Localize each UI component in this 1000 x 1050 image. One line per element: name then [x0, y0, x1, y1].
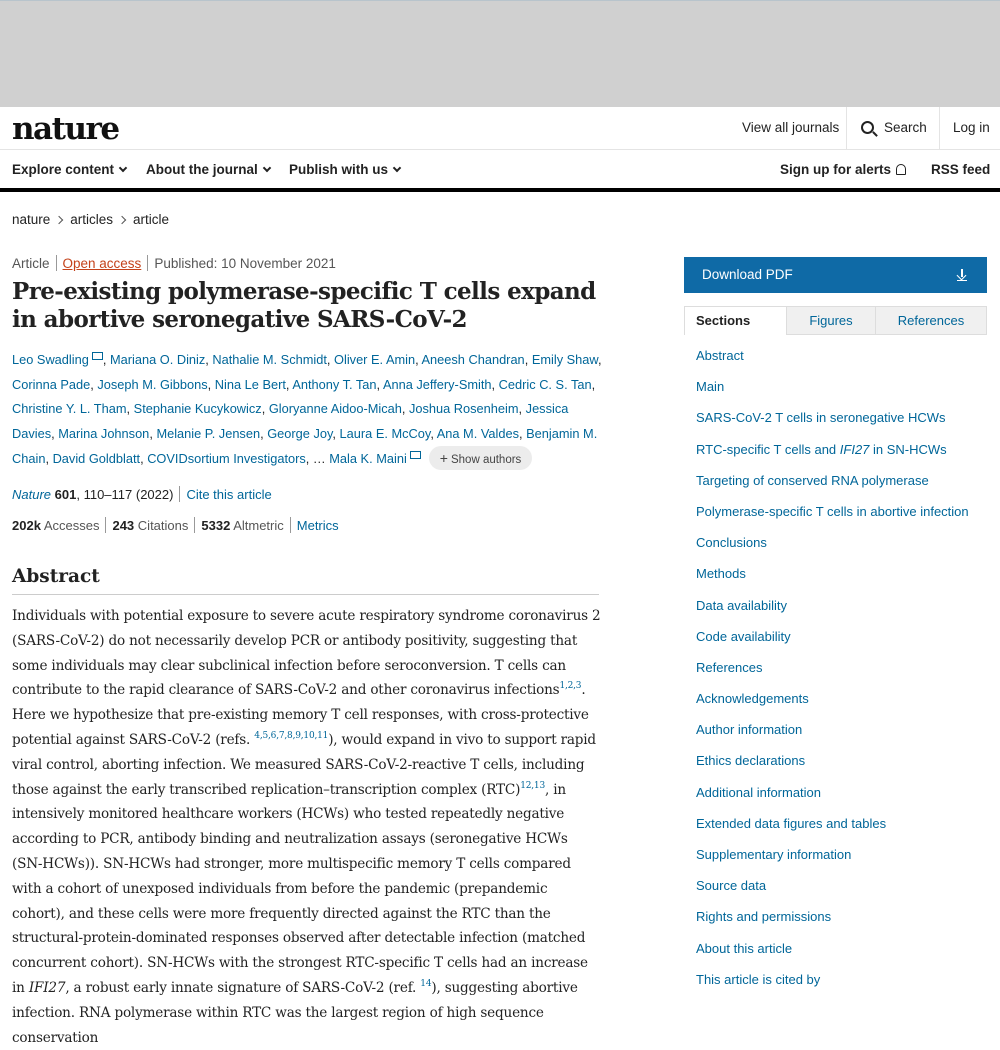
divider [194, 517, 195, 533]
divider [147, 255, 148, 271]
show-authors-button[interactable] [429, 446, 533, 470]
author-link[interactable]: David Goldblatt [52, 451, 141, 467]
about-journal-menu[interactable] [146, 150, 270, 190]
journal-link[interactable]: Nature [12, 487, 52, 502]
section-link-methods[interactable]: Methods [696, 566, 746, 582]
chevron-down-icon [263, 164, 271, 172]
alerts-label: Sign up for alerts [780, 162, 892, 177]
rss-feed-link[interactable]: RSS feed [931, 162, 991, 177]
author-link[interactable]: Corinna Pade [12, 376, 91, 392]
search-icon [861, 121, 874, 134]
divider [179, 486, 180, 502]
open-access-link[interactable]: Open access [62, 256, 142, 271]
accesses-label: Accesses [43, 518, 100, 533]
citations-count: 243 [112, 518, 135, 533]
sidebar-tabs [684, 306, 987, 335]
author-link[interactable]: Benjamin M. Chain [12, 425, 598, 467]
section-link-main[interactable]: Main [696, 379, 725, 395]
author-link[interactable]: Laura E. McCoy [339, 425, 431, 441]
header-divider [846, 107, 847, 150]
header-divider [939, 107, 940, 150]
gene-name: IFI27 [28, 979, 66, 996]
section-link-conclusions[interactable]: Conclusions [696, 535, 767, 551]
breadcrumb-nature[interactable]: nature [12, 212, 51, 227]
citations-label: Citations [137, 518, 189, 533]
author-link[interactable]: Cedric C. S. Tan [498, 376, 592, 392]
explore-content-menu[interactable] [12, 150, 126, 190]
section-link-text: RTC-specific T cells and [696, 441, 840, 457]
author-link[interactable]: Joshua Rosenheim [408, 401, 519, 417]
divider [56, 255, 57, 271]
author-ellipsis: … [312, 451, 326, 467]
author-link[interactable]: Stephanie Kucykowicz [133, 401, 262, 417]
divider [290, 517, 291, 533]
published-date: Published: 10 November 2021 [154, 256, 336, 271]
download-icon [957, 269, 967, 281]
download-pdf-label: Download PDF [702, 267, 793, 282]
section-link-source-data[interactable]: Source data [696, 878, 767, 894]
altmetric-label: Altmetric [233, 518, 284, 533]
metrics-link[interactable]: Metrics [296, 518, 339, 533]
section-link-additional-information[interactable]: Additional information [696, 784, 822, 800]
author-link[interactable]: Anna Jeffery-Smith [382, 376, 492, 392]
view-all-journals-link[interactable]: View all journals [742, 120, 840, 135]
article-title: Pre-existing polymerase-specific T cells expand in abortive seronegative SARS-CoV-2 [12, 278, 596, 333]
breadcrumb-articles[interactable]: articles [70, 212, 114, 227]
author-link[interactable]: Leo Swadling [12, 352, 89, 367]
citation-line [12, 486, 272, 504]
section-link-supplementary[interactable]: Supplementary information [696, 847, 852, 862]
chevron-down-icon [119, 164, 127, 172]
author-link[interactable]: Melanie P. Jensen [156, 425, 261, 441]
plus-icon: + [439, 450, 448, 467]
section-link-extended-data[interactable]: Extended data figures and tables [696, 815, 887, 831]
breadcrumb [12, 210, 169, 230]
section-link-data-availability[interactable]: Data availability [696, 597, 788, 613]
reference-link[interactable]: 14 [420, 978, 432, 989]
section-link-acknowledgements[interactable]: Acknowledgements [696, 691, 809, 707]
abstract-part: , in intensively monitored healthcare workers (HCWs) who tested repeatedly negative according to PCR, antibody binding and neutralization assays (seronegative HCWs (SN-HCWs)). SN-HCWs had stronger, more multispecific memory T cells compared with a cohort of unexposed individuals from before the pandemic (prepandemic cohort), and these cells were more frequently directed against the RTC than the structural-protein-dominated responses observed after detectable infection (matched concurrent cohort). SN-HCWs with the strongest RTC-specific T cells had an increase in [12, 781, 588, 996]
section-link-abstract[interactable]: Abstract [696, 348, 744, 363]
article-type: Article [12, 256, 50, 271]
author-link[interactable]: Nina Le Bert [214, 376, 286, 392]
author-link[interactable]: Gloryanne Aidoo-Micah [268, 401, 402, 417]
divider [105, 517, 106, 533]
breadcrumb-current: article [133, 212, 170, 227]
author-list: Leo Swadling , Mariana O. Diniz, Nathalie M. Schmidt, Oliver E. Amin, Aneesh Chandran, Emily Shaw, Corinna Pade, Joseph M. Gibbons, Nina Le Bert, Anthony T. Tan, Anna Jeffery-Smith, Cedric C. S. Tan, Christine Y. L. Tham, Stephanie Kucykowicz, Gloryanne Aidoo-Micah, Joshua Rosenheim, Jessica Davies, Marina Johnson, Melanie P. Jensen, George Joy, Laura E. McCoy, Ana M. Valdes, Benjamin M. Chain, David Goldblatt, COVIDsortium Investigators, … Mala K. Maini + Show authors [12, 348, 602, 472]
author-link[interactable]: Mariana O. Diniz [109, 352, 206, 367]
accesses-count: 202k [12, 518, 41, 533]
section-link-text: in SN-HCWs [869, 441, 947, 457]
abstract-part: ), would expand in vivo to support rapid viral control, aborting infection. We measured SARS-CoV-2-reactive T cells, including those against the early transcribed replication–transcription complex (RTC) [12, 731, 596, 798]
sections-list [696, 345, 996, 1000]
reference-link[interactable]: 1,2,3 [559, 681, 582, 692]
search-label: Search [884, 120, 927, 135]
chevron-right-icon [55, 216, 63, 224]
abstract-part: , a robust early innate signature of SARS-CoV-2 (ref. [65, 979, 421, 996]
explore-content-label: Explore content [12, 162, 115, 177]
sign-up-alerts-link[interactable] [780, 150, 906, 190]
ad-banner [0, 0, 1000, 107]
author-link[interactable]: Nathalie M. Schmidt [212, 352, 327, 367]
author-link[interactable]: Aneesh Chandran [421, 352, 525, 367]
abstract-text [12, 604, 602, 1050]
author-link[interactable]: Christine Y. L. Tham [12, 401, 127, 417]
section-link-polymerase[interactable]: Polymerase-specific T cells in abortive infection [696, 503, 969, 519]
author-link[interactable]: Oliver E. Amin [334, 352, 416, 367]
site-header [0, 107, 1000, 150]
altmetric-count: 5332 [201, 518, 231, 533]
section-link-rights[interactable]: Rights and permissions [696, 909, 832, 925]
author-link[interactable]: Mala K. Maini [329, 451, 407, 467]
article-meta [12, 255, 336, 273]
section-link-rtc-specific[interactable] [696, 439, 996, 470]
reference-link[interactable]: 12,13 [520, 780, 545, 791]
section-link-sars-cov-2-t-cells[interactable]: SARS-CoV-2 T cells in seronegative HCWs [696, 410, 946, 426]
download-pdf-button[interactable] [684, 257, 987, 293]
section-link-code-availability[interactable]: Code availability [696, 628, 791, 644]
mail-icon[interactable] [92, 352, 103, 360]
author-link[interactable]: Anthony T. Tan [292, 376, 377, 392]
reference-link[interactable]: 4,5,6,7,8,9,10,11 [254, 730, 329, 741]
abstract-part: Individuals with potential exposure to severe acute respiratory syndrome coronavirus 2 (SARS-CoV-2) do not necessarily develop PCR or antibody positivity, suggesting that some individuals may clear subclinical infection before seroconversion. T cells can contribute to the rapid clearance of SARS-CoV-2 and other coronavirus infections [12, 608, 601, 699]
gene-name: IFI27 [839, 441, 870, 457]
author-link[interactable]: George Joy [267, 425, 333, 441]
mail-icon[interactable] [410, 451, 421, 459]
pages: , 110–117 (2022) [76, 487, 174, 502]
chevron-right-icon [118, 216, 126, 224]
author-link[interactable]: Joseph M. Gibbons [97, 376, 208, 392]
section-link-targeting[interactable]: Targeting of conserved RNA polymerase [696, 472, 929, 488]
tab-figures[interactable]: Figures [787, 307, 876, 335]
about-journal-label: About the journal [146, 162, 258, 177]
author-link[interactable]: Emily Shaw [531, 352, 598, 367]
nature-logo[interactable]: nature [12, 111, 119, 147]
author-link[interactable]: COVIDsortium Investigators [147, 451, 306, 467]
author-link[interactable]: Ana M. Valdes [436, 425, 520, 441]
show-authors-label: Show authors [450, 454, 522, 467]
volume: 601 [54, 487, 77, 502]
article-metrics [12, 517, 339, 535]
main-nav [0, 150, 1000, 192]
abstract-part: ), suggesting abortive infection. RNA polymerase within RTC was the largest region of high sequence conservation [12, 979, 578, 1046]
author-link[interactable]: Jessica Davies [12, 401, 569, 441]
chevron-down-icon [393, 164, 401, 172]
cite-article-link[interactable]: Cite this article [186, 487, 272, 502]
author-link[interactable]: Marina Johnson [58, 425, 150, 441]
login-link[interactable]: Log in [953, 120, 990, 135]
search-button[interactable] [861, 107, 927, 150]
section-link-references[interactable]: References [696, 659, 763, 675]
abstract-part: . Here we hypothesize that pre-existing memory T cell responses, with cross-protective potential against SARS-CoV-2 (refs. [12, 682, 589, 748]
section-link-author-information[interactable]: Author information [696, 722, 803, 738]
section-link-ethics[interactable]: Ethics declarations [696, 753, 806, 769]
tab-sections[interactable]: Sections [685, 307, 787, 335]
publish-menu[interactable] [289, 150, 400, 190]
section-link-cited-by[interactable]: This article is cited by [696, 971, 821, 987]
tab-references[interactable]: References [897, 313, 965, 328]
bell-icon [896, 164, 906, 175]
abstract-heading: Abstract [12, 566, 599, 595]
section-link-about-article[interactable]: About this article [696, 940, 793, 956]
publish-label: Publish with us [289, 162, 389, 177]
